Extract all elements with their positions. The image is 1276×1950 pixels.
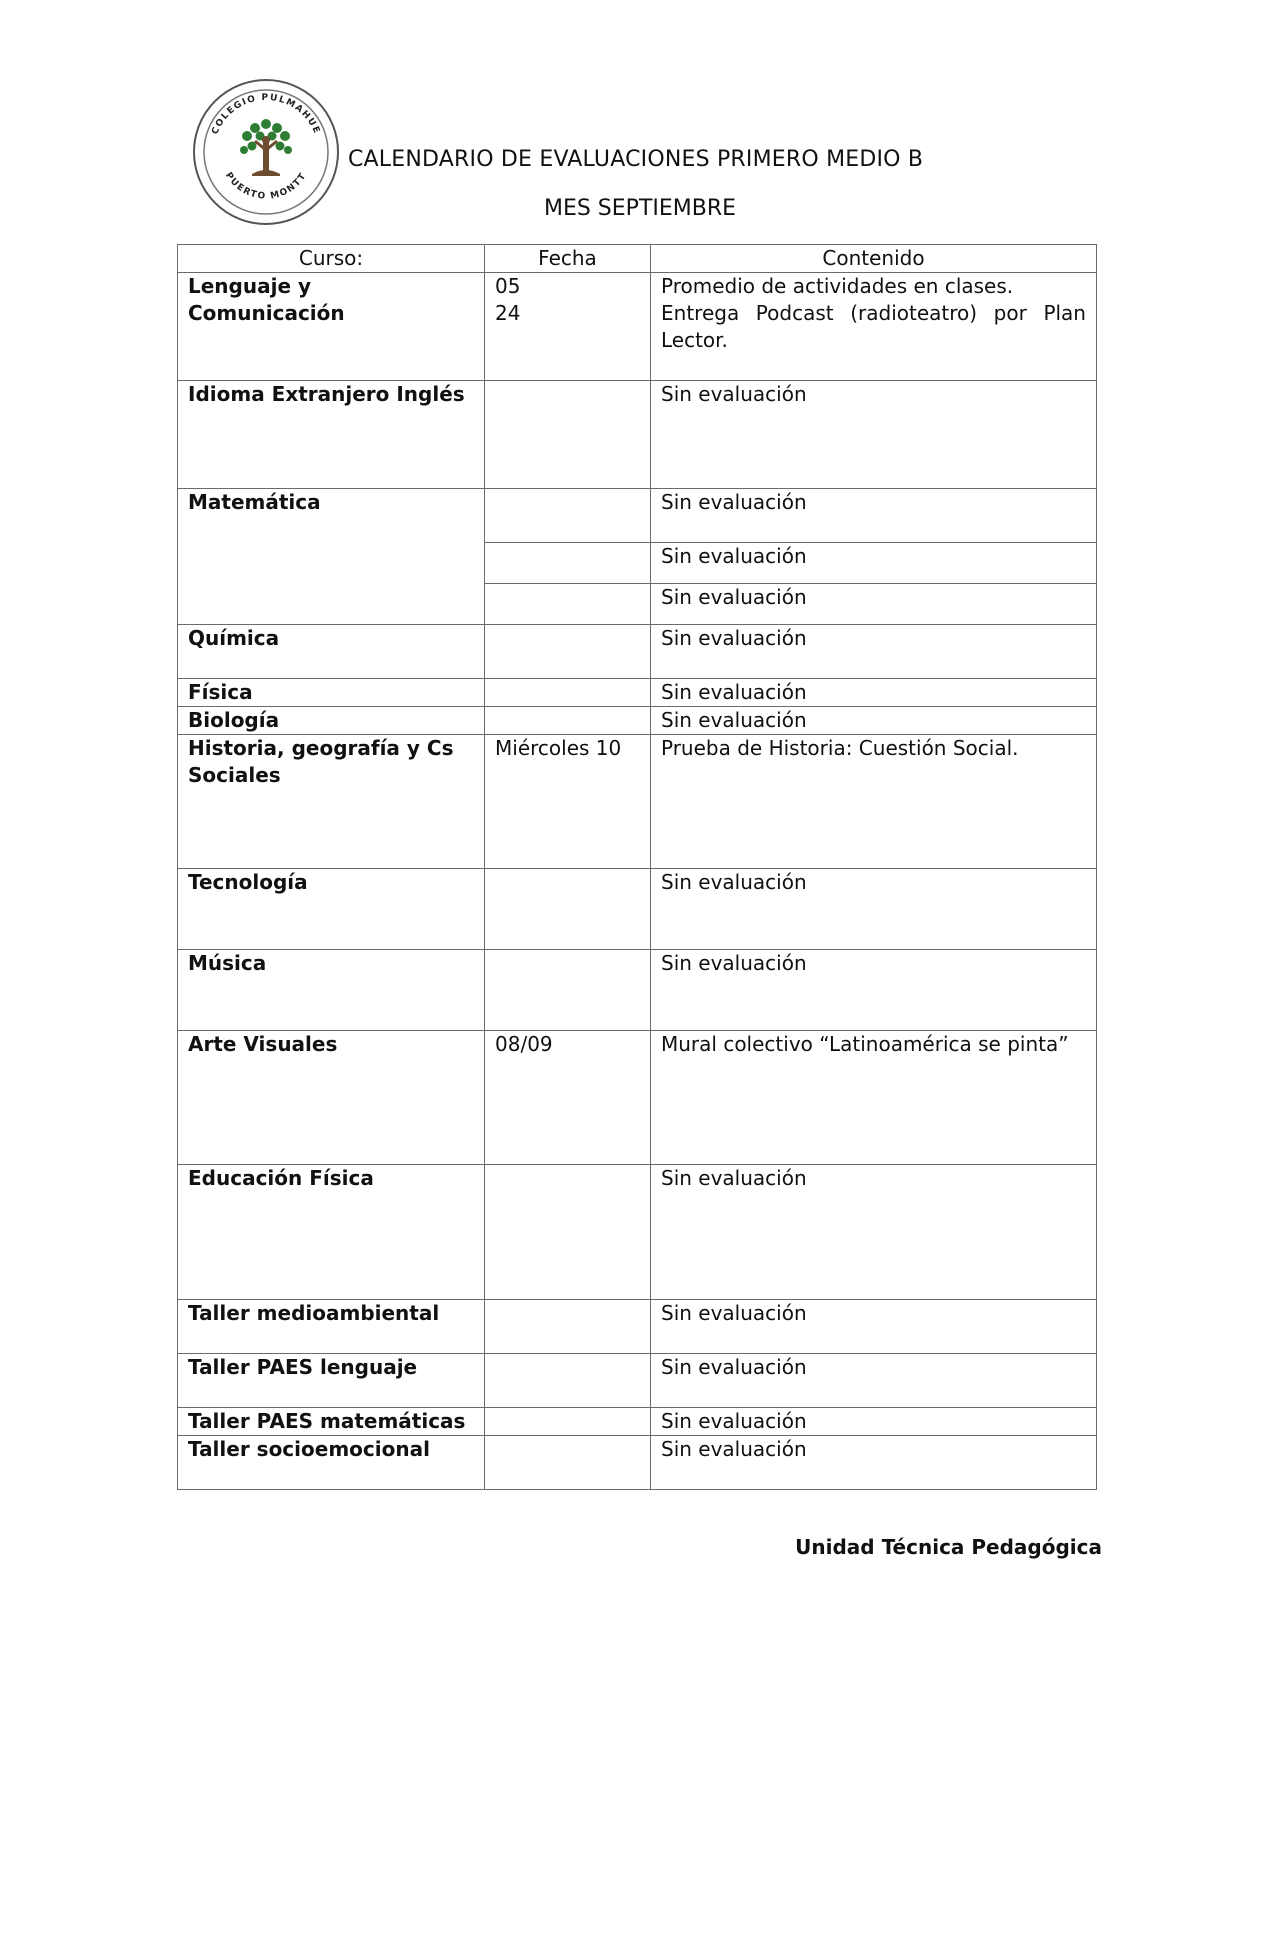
- fecha-cell: [485, 1408, 651, 1436]
- table-row: [178, 1031, 1097, 1165]
- curso-cell: Taller PAES lenguaje: [178, 1354, 485, 1408]
- contenido-cell: [651, 273, 1097, 381]
- curso-cell: Arte Visuales: [178, 1031, 485, 1165]
- table-row: [178, 707, 1097, 735]
- contenido-cell: Sin evaluación: [651, 1436, 1097, 1490]
- table-row: [178, 735, 1097, 869]
- table-row: [178, 869, 1097, 950]
- fecha-cell: [485, 273, 651, 381]
- curso-cell: Física: [178, 679, 485, 707]
- contenido-cell: Sin evaluación: [651, 950, 1097, 1031]
- fecha-cell: [485, 584, 651, 625]
- table-row: [178, 679, 1097, 707]
- contenido-cell: Sin evaluación: [651, 1408, 1097, 1436]
- fecha-cell: [485, 1436, 651, 1490]
- evaluation-calendar-table: [177, 244, 1097, 1490]
- curso-cell: Taller medioambiental: [178, 1300, 485, 1354]
- column-header-curso: Curso:: [178, 245, 485, 273]
- contenido-value: Promedio de actividades en clases.: [661, 274, 1014, 298]
- contenido-cell: Sin evaluación: [651, 1165, 1097, 1300]
- contenido-cell: Sin evaluación: [651, 869, 1097, 950]
- curso-cell: Taller socioemocional: [178, 1436, 485, 1490]
- curso-cell: Lenguaje y Comunicación: [178, 273, 485, 381]
- fecha-cell: [485, 1165, 651, 1300]
- table-row: [178, 1436, 1097, 1490]
- contenido-cell: Sin evaluación: [651, 543, 1097, 584]
- contenido-cell: Sin evaluación: [651, 489, 1097, 543]
- fecha-value: 05: [495, 274, 521, 298]
- contenido-cell: Sin evaluación: [651, 1300, 1097, 1354]
- table-row: [178, 1408, 1097, 1436]
- curso-cell: Historia, geografía y Cs Sociales: [178, 735, 485, 869]
- curso-cell: Matemática: [178, 489, 485, 625]
- document-subtitle: MES SEPTIEMBRE: [543, 196, 737, 221]
- contenido-cell: Sin evaluación: [651, 584, 1097, 625]
- fecha-cell: [485, 950, 651, 1031]
- fecha-cell: [485, 489, 651, 543]
- table-row: [178, 381, 1097, 489]
- logo-text-top: COLEGIO PULMAHUE: [210, 92, 322, 137]
- contenido-cell: Sin evaluación: [651, 625, 1097, 679]
- fecha-cell: Miércoles 10: [485, 735, 651, 869]
- curso-cell: Biología: [178, 707, 485, 735]
- curso-cell: Taller PAES matemáticas: [178, 1408, 485, 1436]
- contenido-cell: Sin evaluación: [651, 679, 1097, 707]
- table-row: [178, 950, 1097, 1031]
- fecha-cell: [485, 869, 651, 950]
- fecha-cell: 08/09: [485, 1031, 651, 1165]
- footer-signature: Unidad Técnica Pedagógica: [795, 1535, 1102, 1559]
- contenido-cell: Sin evaluación: [651, 707, 1097, 735]
- curso-cell: Idioma Extranjero Inglés: [178, 381, 485, 489]
- table-header-row: [178, 245, 1097, 273]
- table-row: [178, 489, 1097, 543]
- table-row: [178, 273, 1097, 381]
- fecha-cell: [485, 707, 651, 735]
- table-row: [178, 625, 1097, 679]
- fecha-value: 24: [495, 301, 521, 325]
- fecha-cell: [485, 625, 651, 679]
- svg-text:COLEGIO PULMAHUE: [210, 93, 321, 136]
- contenido-cell: Mural colectivo “Latinoamérica se pinta”: [651, 1031, 1097, 1165]
- logo-text-bottom: PUERTO MONTT: [223, 170, 309, 202]
- contenido-value: Entrega Podcast (radioteatro) por Plan Lector.: [661, 301, 1086, 352]
- fecha-cell: [485, 543, 651, 584]
- fecha-cell: [485, 381, 651, 489]
- curso-cell: Tecnología: [178, 869, 485, 950]
- fecha-cell: [485, 1300, 651, 1354]
- table-row: [178, 1165, 1097, 1300]
- curso-cell: Educación Física: [178, 1165, 485, 1300]
- contenido-cell: Sin evaluación: [651, 381, 1097, 489]
- contenido-cell: Sin evaluación: [651, 1354, 1097, 1408]
- fecha-cell: [485, 1354, 651, 1408]
- curso-cell: Música: [178, 950, 485, 1031]
- document-title: CALENDARIO DE EVALUACIONES PRIMERO MEDIO B: [348, 147, 924, 172]
- curso-cell: Química: [178, 625, 485, 679]
- table-row: [178, 1354, 1097, 1408]
- contenido-cell: Prueba de Historia: Cuestión Social.: [651, 735, 1097, 869]
- table-row: [178, 1300, 1097, 1354]
- column-header-contenido: Contenido: [651, 245, 1097, 273]
- fecha-cell: [485, 679, 651, 707]
- column-header-fecha: Fecha: [485, 245, 651, 273]
